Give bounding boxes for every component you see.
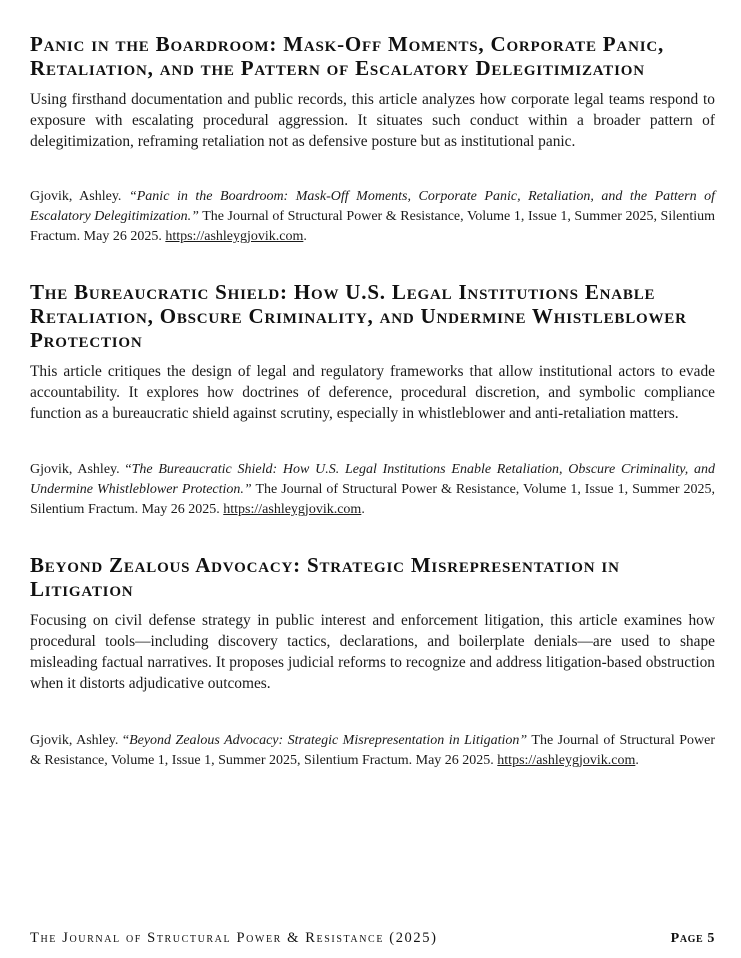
citation-period: . <box>361 502 365 517</box>
page-number: Page 5 <box>670 931 715 946</box>
citation-details: The Journal of Structural Power & Resistance, Volume 1, Issue 1, Summer 2025, Silentium Fractum. May 26 2025. <box>30 209 715 244</box>
article-title: Panic in the Boardroom: Mask-Off Moments, Corporate Panic, Retaliation, and the Pattern of Escalatory Delegitimization <box>30 32 665 80</box>
citation-title: Beyond Zealous Advocacy: Strategic Misrepresentation in Litigation” <box>129 733 528 748</box>
citation-author: Gjovik, Ashley. “ <box>30 733 130 748</box>
article-citation <box>30 460 715 520</box>
article-2 <box>30 280 715 424</box>
article-1 <box>30 32 715 152</box>
citation-link[interactable]: https://ashleygjovik.com <box>223 502 362 517</box>
citation-title: “Panic in the Boardroom: Mask-Off Moments, Corporate Panic, Retaliation, and the Pattern of Escalatory Delegitimization.” <box>30 189 716 224</box>
citation-details: The Journal of Structural Power & Resistance, Volume 1, Issue 1, Summer 2025, Silentium Fractum. May 26 2025. <box>30 733 715 768</box>
citation-details: The Journal of Structural Power & Resistance, Volume 1, Issue 1, Summer 2025, Silentium Fractum. May 26 2025. <box>30 482 715 517</box>
page-footer <box>30 930 715 950</box>
article-abstract: Using firsthand documentation and public records, this article analyzes how corporate legal teams respond to exposure with escalating procedural aggression. It situates such conduct within a broader pattern of delegitimization, reframing retaliation not as defensive posture but as institutional panic. <box>30 91 715 150</box>
article-3 <box>30 553 715 694</box>
article-abstract: Focusing on civil defense strategy in public interest and enforcement litigation, this article examines how procedural tools—including discovery tactics, declarations, and boilerplate denials—are used to shape misleading factual narratives. It proposes judicial reforms to recognize and address litigation-based obstruction when it distorts adjudicative outcomes. <box>30 612 715 692</box>
article-citation <box>30 731 715 771</box>
article-title: Beyond Zealous Advocacy: Strategic Misrepresentation in Litigation <box>30 553 620 601</box>
citation-link[interactable]: https://ashleygjovik.com <box>497 753 636 768</box>
citation-period: . <box>303 229 307 244</box>
article-abstract: This article critiques the design of legal and regulatory frameworks that allow institutional actors to evade accountability. It explores how doctrines of deference, procedural discretion, and symbolic compliance function as a bureaucratic shield against scrutiny, especially in whistleblower and anti-retaliation matters. <box>30 363 715 422</box>
citation-title: The Bureaucratic Shield: How U.S. Legal Institutions Enable Retaliation, Obscure Criminality, and Undermine Whistleblower Protection.” <box>30 462 715 497</box>
article-title: The Bureaucratic Shield: How U.S. Legal Institutions Enable Retaliation, Obscure Criminality, and Undermine Whistleblower Protection <box>30 280 687 352</box>
citation-author: Gjovik, Ashley. “ <box>30 462 132 477</box>
citation-period: . <box>635 753 639 768</box>
article-citation <box>30 187 715 247</box>
citation-link[interactable]: https://ashleygjovik.com <box>165 229 304 244</box>
citation-author: Gjovik, Ashley. <box>30 189 129 204</box>
footer-journal-name: The Journal of Structural Power & Resistance (2025) <box>30 930 438 946</box>
